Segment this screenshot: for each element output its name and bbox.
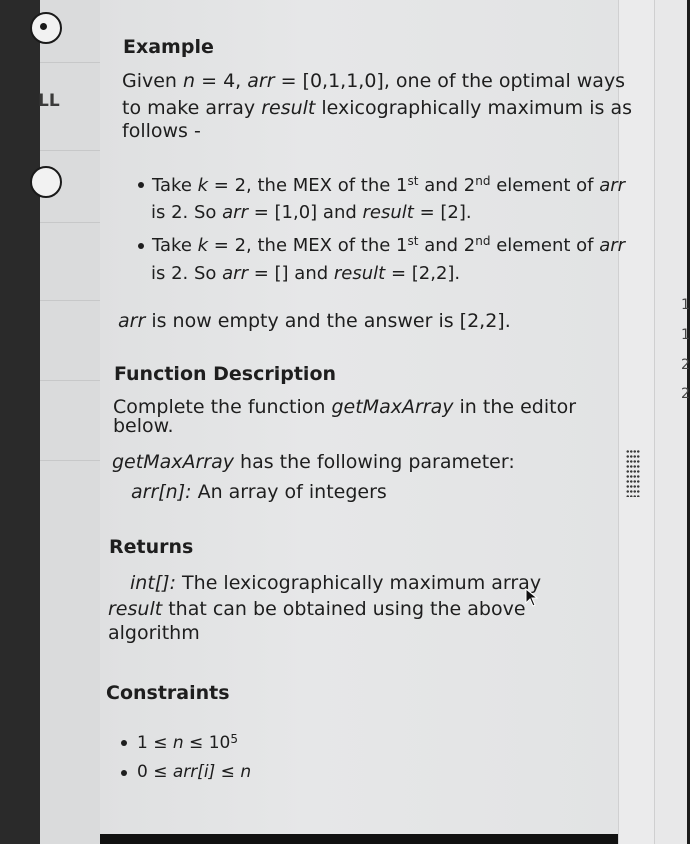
example-step2-line2: is 2. So arr = [] and result = [2,2]. (151, 263, 461, 284)
example-conclusion: arr is now empty and the answer is [2,2]. (118, 310, 511, 332)
example-intro-line3: follows - (122, 120, 201, 142)
bullet-icon (138, 182, 144, 188)
example-step1-line2: is 2. So arr = [1,0] and result = [2]. (151, 202, 472, 223)
parameter-line: arr[n]: An array of integers (131, 481, 387, 503)
panel-splitter[interactable] (618, 0, 655, 844)
editor-edge: 1 1 2 2 (654, 0, 687, 844)
bullet-icon (121, 770, 127, 776)
drag-handle-icon[interactable] (626, 449, 640, 497)
radio-circle-icon[interactable] (30, 166, 62, 198)
example-step1-line1: Take k = 2, the MEX of the 1st and 2nd element of arr (152, 174, 626, 196)
left-nav-panel (40, 0, 101, 844)
constraint-n-range: $1 \le n \le 10^5$ (137, 732, 238, 753)
function-description-line2: below. (113, 415, 174, 437)
constraint-arr-range: 0 ≤ arr[i] ≤ n (137, 762, 252, 782)
example-intro-line2: to make array result lexicographically maximum is as (122, 97, 632, 119)
returns-line1: int[]: The lexicographically maximum array (130, 572, 542, 594)
returns-heading: Returns (109, 536, 194, 558)
bullet-icon (121, 740, 127, 746)
function-description-line3: getMaxArray has the following parameter: (112, 451, 515, 473)
function-description-heading: Function Description (114, 363, 337, 385)
mouse-cursor-icon (525, 588, 539, 608)
example-heading: Example (123, 36, 214, 58)
left-dark-strip (0, 0, 40, 844)
constraints-heading: Constraints (106, 682, 230, 704)
returns-line2: result that can be obtained using the above (108, 598, 526, 620)
bottom-edge-bar (100, 834, 618, 844)
radio-circle-icon[interactable] (30, 12, 62, 44)
bullet-icon (138, 243, 144, 249)
returns-line3: algorithm (108, 622, 200, 644)
function-description-line1: Complete the function getMaxArray in the editor (113, 396, 577, 418)
example-step2-line1: Take k = 2, the MEX of the 1st and 2nd element of arr (152, 234, 626, 256)
example-intro-line1: Given n = 4, arr = [0,1,1,0], one of the optimal ways (122, 70, 626, 92)
sidebar-label: LL (38, 91, 60, 111)
